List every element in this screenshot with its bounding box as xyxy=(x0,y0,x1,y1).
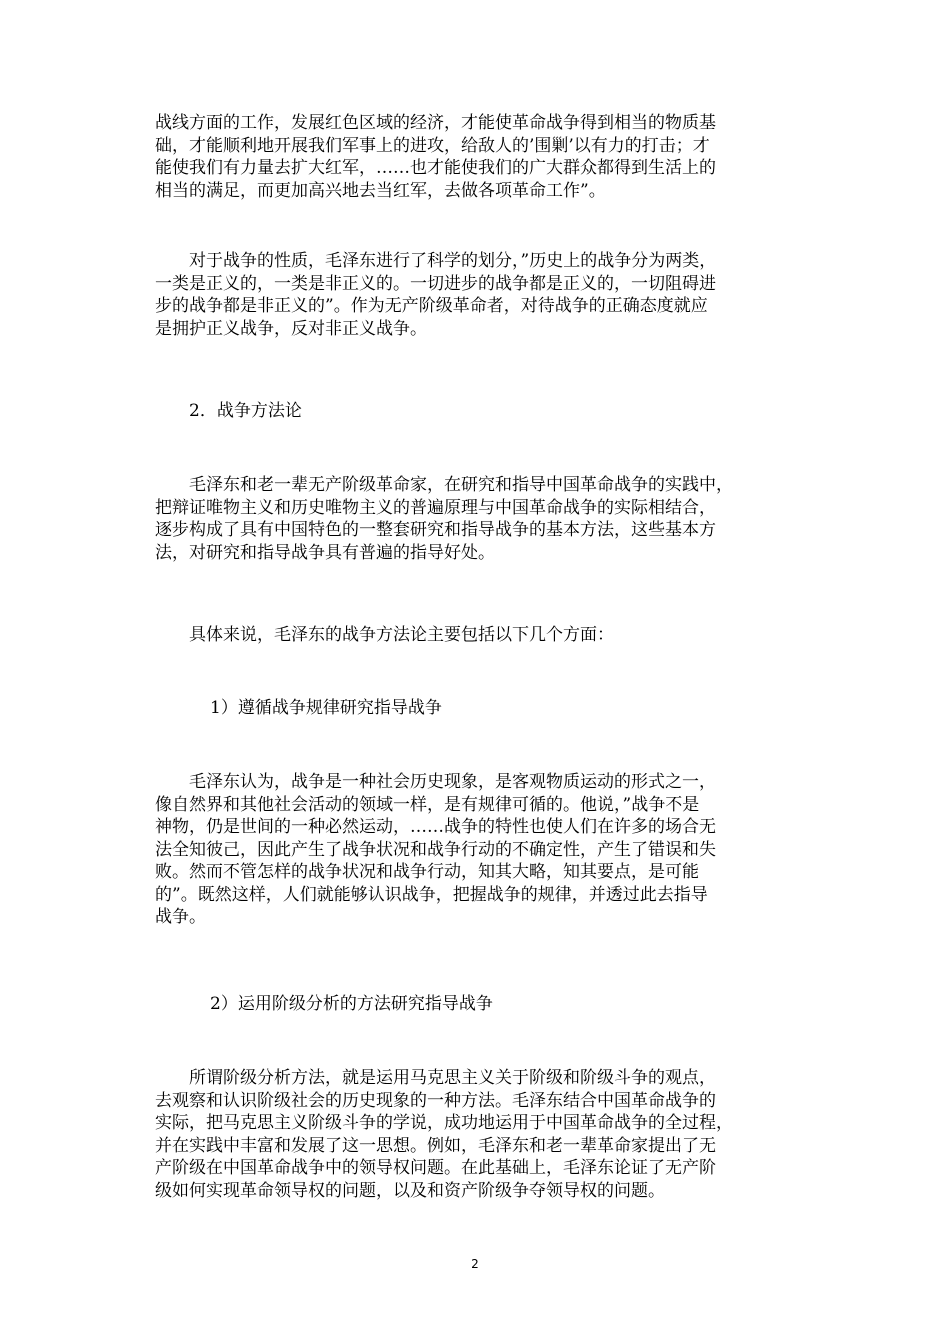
section-heading: 2．战争方法论 xyxy=(189,401,302,421)
paragraph-class-analysis xyxy=(155,1067,803,1202)
text-line: 是拥护正义战争，反对非正义战争。 xyxy=(155,318,427,339)
text-line: 的”。既然这样，人们就能够认识战争，把握战争的规律，并透过此去指导 xyxy=(155,884,708,905)
text-line: 毛泽东认为，战争是一种社会历史现象，是客观物质运动的形式之一， xyxy=(189,772,716,792)
text-line: 毛泽东和老一辈无产阶级革命家，在研究和指导中国革命战争的实践中， xyxy=(189,475,733,495)
text-line: 能使我们有力量去扩大红军，……也才能使我们的广大群众都得到生活上的 xyxy=(155,158,716,178)
text-line: 具体来说，毛泽东的战争方法论主要包括以下几个方面： xyxy=(189,625,614,645)
paragraph-methodology-intro xyxy=(155,474,803,564)
text-line: 神物，仍是世间的一种必然运动，……战争的特性也使人们在许多的场合无 xyxy=(155,817,716,837)
text-line: 并在实践中丰富和发展了这一思想。例如，毛泽东和老一辈革命家提出了无 xyxy=(155,1135,716,1156)
text-line: 逐步构成了具有中国特色的一整套研究和指导战争的基本方法，这些基本方 xyxy=(155,520,716,540)
paragraph-war-laws xyxy=(155,771,803,929)
text-line: 一类是正义的，一类是非正义的。一切进步的战争都是正义的，一切阻碍进 xyxy=(155,273,716,294)
subsection-heading: 1）遵循战争规律研究指导战争 xyxy=(210,698,442,718)
paragraph-logistics xyxy=(155,112,803,202)
text-line: 产阶级在中国革命战争中的领导权问题。在此基础上，毛泽东论证了无产阶 xyxy=(155,1158,716,1178)
text-line: 败。然而不管怎样的战争状况和战争行动，知其大略，知其要点，是可能 xyxy=(155,862,699,882)
text-line: 实际，把马克思主义阶级斗争的学说，成功地运用于中国革命战争的全过程， xyxy=(155,1113,733,1133)
paragraph-war-nature xyxy=(155,250,803,340)
text-line: 法，对研究和指导战争具有普遍的指导好处。 xyxy=(155,542,495,563)
text-line: 对于战争的性质，毛泽东进行了科学的划分，”历史上的战争分为两类， xyxy=(189,251,717,271)
subsection-heading: 2）运用阶级分析的方法研究指导战争 xyxy=(210,994,493,1014)
text-line: 把辩证唯物主义和历史唯物主义的普遍原理与中国革命战争的实际相结合， xyxy=(155,497,716,518)
text-line: 步的战争都是非正义的”。作为无产阶级革命者，对待战争的正确态度就应 xyxy=(155,296,708,316)
text-line: 所谓阶级分析方法，就是运用马克思主义关于阶级和阶级斗争的观点， xyxy=(189,1068,716,1088)
text-line: 础，才能顺利地开展我们军事上的进攻，给敌人的’围剿’以有力的打击；才 xyxy=(155,135,710,156)
text-line: 去观察和认识阶级社会的历史现象的一种方法。毛泽东结合中国革命战争的 xyxy=(155,1090,716,1111)
paragraph-aspects-intro xyxy=(155,624,803,647)
page-number: 2 xyxy=(471,1257,479,1271)
text-line: 战争。 xyxy=(155,907,206,927)
text-line: 相当的满足，而更加高兴地去当红军，去做各项革命工作”。 xyxy=(155,180,606,201)
text-line: 战线方面的工作，发展红色区域的经济，才能使革命战争得到相当的物质基 xyxy=(155,113,716,133)
text-line: 级如何实现革命领导权的问题，以及和资产阶级争夺领导权的问题。 xyxy=(155,1180,665,1201)
text-line: 法全知彼己，因此产生了战争状况和战争行动的不确定性，产生了错误和失 xyxy=(155,839,716,860)
text-line: 像自然界和其他社会活动的领域一样，是有规律可循的。他说，”战争不是 xyxy=(155,794,700,815)
